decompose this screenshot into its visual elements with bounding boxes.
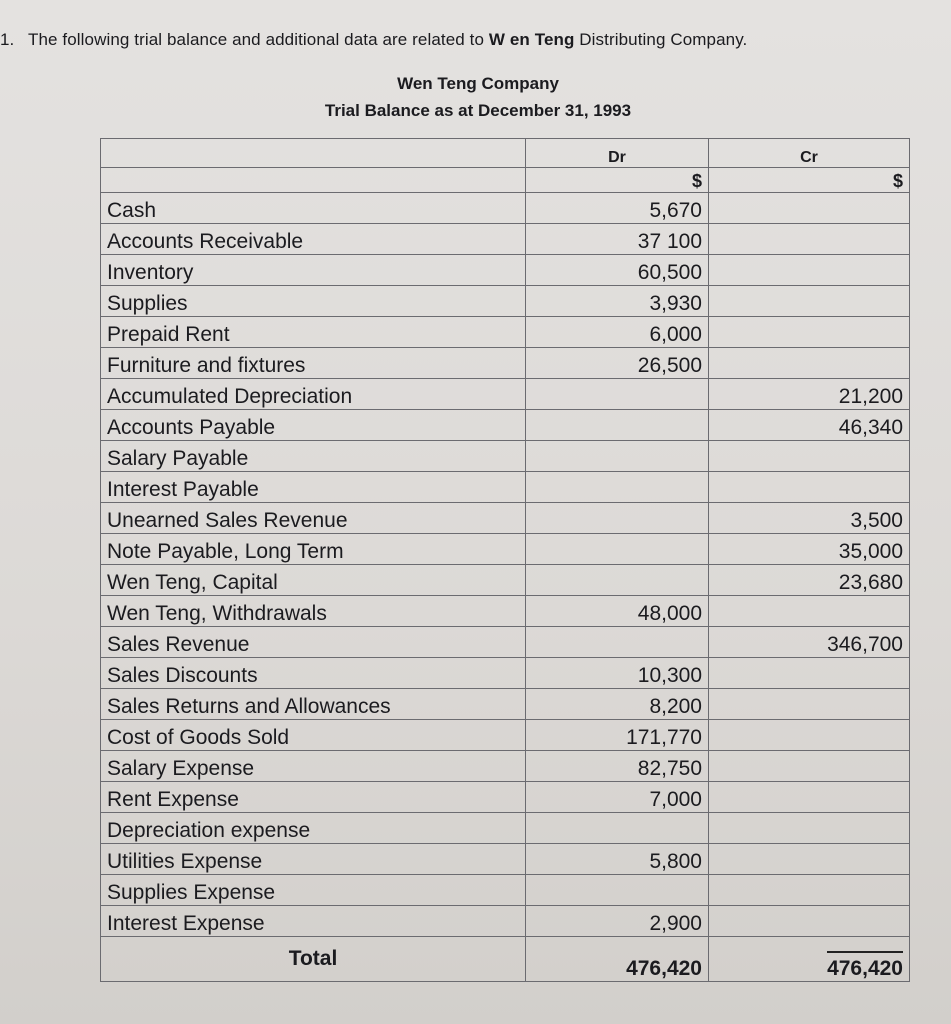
- table-row: [101, 844, 910, 875]
- table-row: [101, 286, 910, 317]
- dr-cell: 5,800: [526, 844, 709, 875]
- cr-cell: [709, 255, 910, 286]
- table-header-row: [101, 139, 910, 168]
- currency-row: [101, 168, 910, 193]
- cr-cell: [709, 875, 910, 906]
- account-cell: Unearned Sales Revenue: [101, 503, 526, 534]
- cr-cell: 46,340: [709, 410, 910, 441]
- table-row: [101, 596, 910, 627]
- account-cell: Utilities Expense: [101, 844, 526, 875]
- account-cell: Supplies Expense: [101, 875, 526, 906]
- cr-cell: [709, 348, 910, 379]
- cr-cell: [709, 658, 910, 689]
- table-row: [101, 503, 910, 534]
- cr-cell: [709, 441, 910, 472]
- cr-cell: [709, 224, 910, 255]
- cr-cell: [709, 813, 910, 844]
- account-cell: Wen Teng, Withdrawals: [101, 596, 526, 627]
- account-cell: Accounts Receivable: [101, 224, 526, 255]
- cr-cell: [709, 286, 910, 317]
- cr-header: Cr: [709, 139, 910, 168]
- table-row: [101, 193, 910, 224]
- intro-before: The following trial balance and additional data are related to: [28, 30, 489, 49]
- account-cell: Salary Expense: [101, 751, 526, 782]
- cr-cell: 346,700: [709, 627, 910, 658]
- cr-cell: [709, 751, 910, 782]
- account-cell: Wen Teng, Capital: [101, 565, 526, 596]
- account-cell: Sales Returns and Allowances: [101, 689, 526, 720]
- table-row: [101, 472, 910, 503]
- table-row: [101, 751, 910, 782]
- intro-text: [0, 30, 747, 50]
- account-cell: Note Payable, Long Term: [101, 534, 526, 565]
- table-row: [101, 348, 910, 379]
- table-row: [101, 379, 910, 410]
- total-dr: 476,420: [526, 937, 709, 982]
- table-row: [101, 255, 910, 286]
- account-cell: Supplies: [101, 286, 526, 317]
- question-number: 1.: [0, 30, 15, 49]
- account-cell: Accumulated Depreciation: [101, 379, 526, 410]
- dr-cell: [526, 627, 709, 658]
- dr-cell: 48,000: [526, 596, 709, 627]
- account-cell: Rent Expense: [101, 782, 526, 813]
- table-row: [101, 906, 910, 937]
- cr-cell: 23,680: [709, 565, 910, 596]
- cr-cell: 35,000: [709, 534, 910, 565]
- table-row: [101, 720, 910, 751]
- total-cr-cell: [709, 937, 910, 982]
- dr-cell: 3,930: [526, 286, 709, 317]
- cr-cell: [709, 906, 910, 937]
- account-cell: Sales Discounts: [101, 658, 526, 689]
- table-row: [101, 534, 910, 565]
- account-cell: Cash: [101, 193, 526, 224]
- dr-cell: 26,500: [526, 348, 709, 379]
- company-name: Wen Teng Company: [397, 74, 559, 93]
- account-cell: Interest Expense: [101, 906, 526, 937]
- table-row: [101, 658, 910, 689]
- dr-cell: [526, 441, 709, 472]
- account-cell: Sales Revenue: [101, 627, 526, 658]
- account-cell: Furniture and fixtures: [101, 348, 526, 379]
- account-cell: Salary Payable: [101, 441, 526, 472]
- cr-cell: [709, 596, 910, 627]
- dr-cell: 2,900: [526, 906, 709, 937]
- intro-company: W en Teng: [488, 30, 575, 49]
- dr-cell: 37 100: [526, 224, 709, 255]
- cr-cell: [709, 317, 910, 348]
- intro-after: Distributing Company.: [574, 30, 748, 49]
- dr-cell: 171,770: [526, 720, 709, 751]
- account-cell: Accounts Payable: [101, 410, 526, 441]
- dr-cell: [526, 534, 709, 565]
- dr-cell: [526, 503, 709, 534]
- total-row: [101, 937, 910, 982]
- table-row: [101, 317, 910, 348]
- dr-currency: $: [526, 168, 709, 193]
- cr-cell: [709, 689, 910, 720]
- cr-cell: [709, 844, 910, 875]
- dr-cell: [526, 813, 709, 844]
- dr-cell: 7,000: [526, 782, 709, 813]
- trial-balance-table: [100, 138, 910, 982]
- dr-cell: 82,750: [526, 751, 709, 782]
- account-cell: Cost of Goods Sold: [101, 720, 526, 751]
- dr-cell: 5,670: [526, 193, 709, 224]
- cr-cell: [709, 472, 910, 503]
- account-cell: Prepaid Rent: [101, 317, 526, 348]
- dr-cell: [526, 472, 709, 503]
- cr-currency: $: [709, 168, 910, 193]
- dr-cell: 8,200: [526, 689, 709, 720]
- dr-cell: [526, 875, 709, 906]
- table-row: [101, 224, 910, 255]
- dr-cell: 6,000: [526, 317, 709, 348]
- table-row: [101, 441, 910, 472]
- total-label: Total: [101, 937, 526, 982]
- account-header-cell: [101, 139, 526, 168]
- dr-cell: 60,500: [526, 255, 709, 286]
- table-row: [101, 689, 910, 720]
- table-row: [101, 813, 910, 844]
- cr-cell: 21,200: [709, 379, 910, 410]
- currency-blank-cell: [101, 168, 526, 193]
- cr-cell: [709, 193, 910, 224]
- dr-cell: [526, 410, 709, 441]
- cr-cell: 3,500: [709, 503, 910, 534]
- table-row: [101, 782, 910, 813]
- dr-cell: [526, 565, 709, 596]
- cr-cell: [709, 782, 910, 813]
- total-cr: 476,420: [827, 951, 903, 981]
- account-cell: Interest Payable: [101, 472, 526, 503]
- statement-title: Trial Balance as at December 31, 1993: [324, 101, 632, 120]
- account-cell: Depreciation expense: [101, 813, 526, 844]
- dr-header: Dr: [526, 139, 709, 168]
- dr-cell: 10,300: [526, 658, 709, 689]
- account-cell: Inventory: [101, 255, 526, 286]
- table-row: [101, 410, 910, 441]
- dr-cell: [526, 379, 709, 410]
- table-row: [101, 565, 910, 596]
- cr-cell: [709, 720, 910, 751]
- table-row: [101, 627, 910, 658]
- table-row: [101, 875, 910, 906]
